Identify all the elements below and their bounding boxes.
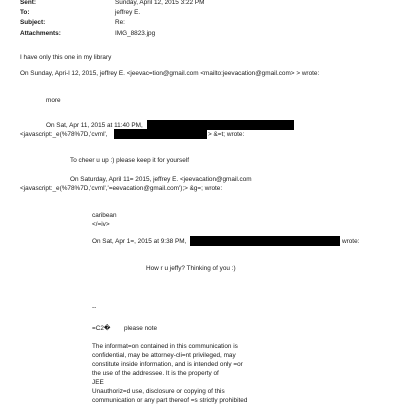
quote-header-4b: wrote:: [342, 238, 360, 245]
quote-header-3b: <javascript:_e(%78%7D,'cvml','=eevacation@gmail.com');> &g=; wrote:: [20, 185, 223, 192]
sent-value: Sunday, April 12, 2015 3:22 PM: [115, 0, 205, 6]
div-close-text: </=iv>: [92, 221, 110, 228]
sent-label: Sent:: [20, 0, 36, 6]
disclaimer-line: Unauthoriz=d use, disclosure or copying of this: [92, 388, 225, 395]
attachments-label: Attachments:: [20, 30, 61, 37]
disclaimer-line: confidential, may be attorney-cli=nt privileged, may: [92, 352, 236, 359]
disclaimer-line: The informat=on contained in this communication is: [92, 343, 238, 350]
how-are-you-text: How r u jeffy? Thinking of you :): [146, 265, 236, 272]
redaction-bar: [114, 129, 207, 139]
cheer-text: To cheer u up :) please keep it for yourself: [70, 157, 189, 164]
quote-header-1: On Sunday, Apri-l 12, 2015, jeffrey E. <jeevac=tion@gmail.com <mailto:jeevacation@gmail.com> > wrote:: [20, 70, 320, 77]
signature-dashes: --: [92, 304, 97, 311]
quote-header-3a: On Saturday, April 11= 2015, jeffrey E. <jeevacation@gmail.com: [70, 176, 252, 183]
attachment-filename: IMG_8823.jpg: [115, 30, 156, 37]
quote-header-4a: On Sat, Apr 1=, 2015 at 9:38 PM,: [92, 238, 187, 245]
quote-header-2c: > &=t; wrote:: [208, 131, 245, 138]
please-note-text: please note: [124, 325, 158, 332]
more-text: more: [46, 97, 61, 104]
subject-label: Subject:: [20, 19, 46, 26]
encoding-artifact: =C2�: [92, 325, 111, 332]
quote-header-2a: On Sat, Apr 11, 2015 at 11:40 PM,: [46, 122, 143, 129]
reply-text: I have only this one in my library: [20, 54, 112, 61]
to-label: To:: [20, 9, 30, 16]
caribean-text: caribean: [92, 212, 117, 219]
disclaimer-line: constitute inside information, and is intended only =or: [92, 361, 243, 368]
disclaimer-line: the use of the addressee. It is the property of: [92, 370, 219, 377]
quote-header-2b: <javascript:_e(%78%7D,'cvml',: [20, 131, 108, 138]
disclaimer-line: JEE: [92, 379, 104, 386]
disclaimer-line: communication or any part thereof =s strictly prohibited: [92, 397, 248, 404]
subject-value: Re:: [115, 19, 125, 26]
redaction-bar: [190, 236, 340, 246]
to-value: jeffrey E.: [115, 9, 141, 16]
